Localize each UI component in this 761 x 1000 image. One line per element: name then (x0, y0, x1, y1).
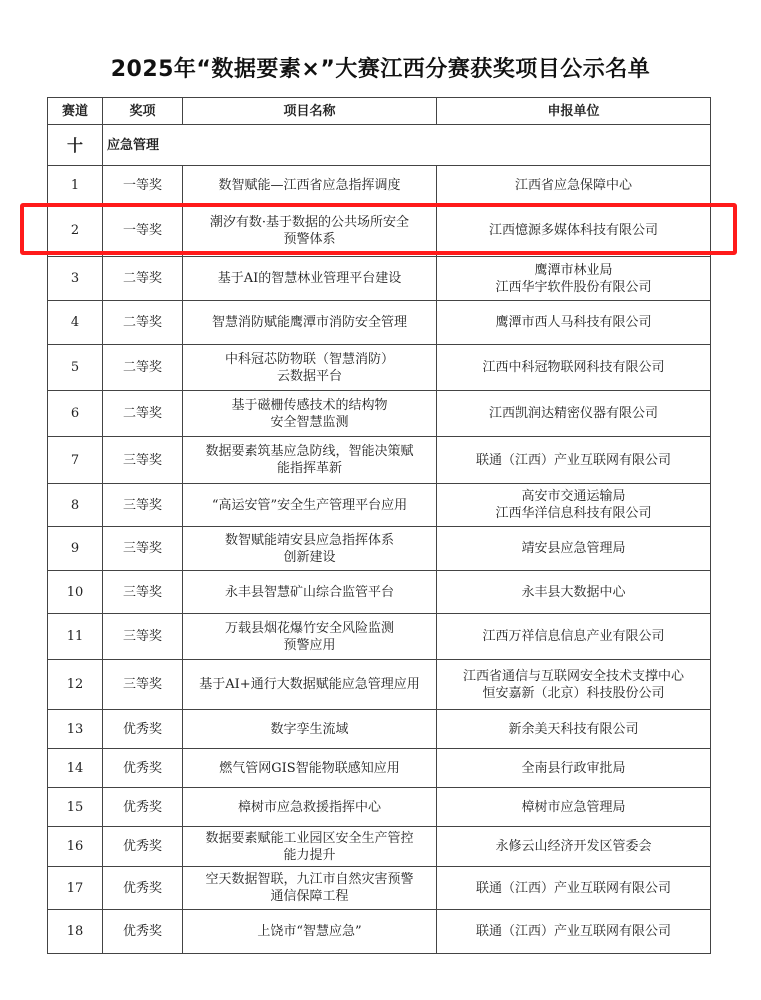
table-row (48, 710, 711, 749)
project-cell-line: 中科冠芯防物联（智慧消防） (224, 351, 394, 367)
unit-cell-line: 江西华宇软件股份有限公司 (495, 279, 652, 295)
project-cell-line: 预警体系 (283, 231, 336, 247)
unit-cell (437, 660, 711, 710)
section-row (48, 125, 711, 166)
page-title: 2025年“数据要素×”大赛江西分赛获奖项目公示名单 (110, 57, 651, 82)
project-cell-line: “高运安管”安全生产管理平台应用 (211, 497, 408, 513)
header-project: 项目名称 (183, 98, 437, 125)
unit-cell (437, 391, 711, 437)
row-number: 1 (48, 166, 103, 205)
project-cell-line: 数据要素赋能工业园区安全生产管控 (205, 830, 414, 846)
unit-cell (437, 710, 711, 749)
unit-cell (437, 345, 711, 391)
unit-cell (437, 205, 711, 257)
row-number: 12 (48, 660, 103, 710)
header-track: 赛道 (48, 98, 103, 125)
row-number: 9 (48, 527, 103, 571)
award-cell: 优秀奖 (103, 749, 183, 788)
unit-cell-line: 高安市交通运输局 (521, 489, 626, 504)
project-cell (183, 749, 437, 788)
table-row (48, 437, 711, 484)
unit-cell-line: 恒安嘉新（北京）科技股份公司 (482, 685, 665, 701)
award-cell: 优秀奖 (103, 710, 183, 749)
header-row (48, 98, 711, 125)
project-cell (183, 205, 437, 257)
row-number: 17 (48, 867, 103, 910)
project-cell-line: 万载县烟花爆竹安全风险监测 (224, 620, 394, 636)
unit-cell-line: 江西省应急保障中心 (514, 177, 632, 193)
unit-cell (437, 301, 711, 345)
table-row (48, 614, 711, 660)
unit-cell (437, 484, 711, 527)
row-number: 11 (48, 614, 103, 660)
project-cell-line: 基于磁栅传感技术的结构物 (231, 397, 388, 413)
unit-cell-line: 江西万祥信息信息产业有限公司 (482, 629, 665, 644)
row-number: 15 (48, 788, 103, 827)
table-row (48, 788, 711, 827)
table-row (48, 391, 711, 437)
project-cell (183, 827, 437, 867)
table-row (48, 257, 711, 301)
row-number: 7 (48, 437, 103, 484)
project-cell-line: 樟树市应急救援指挥中心 (237, 799, 381, 815)
award-cell: 三等奖 (103, 527, 183, 571)
project-cell-line: 数智赋能靖安县应急指挥体系 (224, 532, 394, 548)
project-cell-line: 潮汐有数·基于数据的公共场所安全 (209, 214, 410, 230)
row-number: 4 (48, 301, 103, 345)
row-number: 14 (48, 749, 103, 788)
award-table (47, 97, 711, 954)
project-cell-line: 数智赋能—江西省应急指挥调度 (218, 177, 401, 193)
project-cell (183, 867, 437, 910)
unit-cell-line: 江西憶源多媒体科技有限公司 (488, 223, 658, 238)
project-cell-line: 能指挥革新 (276, 461, 342, 476)
row-number: 8 (48, 484, 103, 527)
project-cell-line: 数据要素筑基应急防线，智能决策赋 (205, 444, 414, 459)
row-number: 18 (48, 910, 103, 954)
unit-cell (437, 614, 711, 660)
award-cell: 二等奖 (103, 257, 183, 301)
table-row (48, 749, 711, 788)
unit-cell-line: 新余美天科技有限公司 (508, 721, 639, 737)
row-number: 13 (48, 710, 103, 749)
project-cell (183, 614, 437, 660)
header-unit: 申报单位 (437, 98, 711, 125)
project-cell-line: 上饶市“智慧应急” (257, 924, 362, 939)
table-row (48, 484, 711, 527)
project-cell (183, 571, 437, 614)
unit-cell-line: 鹰潭市西人马科技有限公司 (495, 315, 652, 330)
project-cell (183, 301, 437, 345)
award-cell: 一等奖 (103, 205, 183, 257)
project-cell-line: 基于AI+通行大数据赋能应急管理应用 (199, 677, 420, 692)
project-cell-line: 通信保障工程 (270, 889, 349, 904)
award-cell: 优秀奖 (103, 788, 183, 827)
unit-cell (437, 527, 711, 571)
award-cell: 三等奖 (103, 614, 183, 660)
unit-cell-line: 联通（江西）产业互联网有限公司 (475, 452, 671, 468)
unit-cell (437, 867, 711, 910)
project-cell-line: 安全智慧监测 (270, 414, 349, 430)
unit-cell (437, 788, 711, 827)
table-row (48, 571, 711, 614)
project-cell (183, 166, 437, 205)
project-cell-line: 燃气管网GIS智能物联感知应用 (219, 760, 400, 776)
unit-cell (437, 571, 711, 614)
table-row (48, 660, 711, 710)
unit-cell-line: 江西省通信与互联网安全技术支撑中心 (462, 668, 684, 684)
unit-cell-line: 鹰潭市林业局 (534, 262, 613, 278)
project-cell-line: 云数据平台 (276, 368, 342, 384)
table-row (48, 827, 711, 867)
row-number: 3 (48, 257, 103, 301)
project-cell-line: 预警应用 (283, 637, 336, 653)
project-cell (183, 788, 437, 827)
unit-cell (437, 437, 711, 484)
unit-cell-line: 江西凯润达精密仪器有限公司 (488, 406, 658, 421)
unit-cell-line: 江西华洋信息科技有限公司 (495, 506, 652, 521)
unit-cell-line: 永丰县大数据中心 (521, 584, 626, 600)
table-row (48, 205, 711, 257)
project-cell-line: 智慧消防赋能鹰潭市消防安全管理 (211, 315, 407, 330)
unit-cell (437, 166, 711, 205)
unit-cell (437, 827, 711, 867)
project-cell (183, 660, 437, 710)
project-cell (183, 527, 437, 571)
award-cell: 三等奖 (103, 484, 183, 527)
table-row (48, 867, 711, 910)
project-cell (183, 257, 437, 301)
project-cell-line: 基于AI的智慧林业管理平台建设 (217, 271, 402, 286)
award-cell: 一等奖 (103, 166, 183, 205)
table-row (48, 910, 711, 954)
project-cell-line: 空天数据智联，九江市自然灾害预警 (205, 872, 414, 887)
unit-cell-line: 联通（江西）产业互联网有限公司 (475, 880, 671, 896)
row-number: 16 (48, 827, 103, 867)
project-cell (183, 391, 437, 437)
project-cell-line: 永丰县智慧矿山综合监管平台 (224, 584, 394, 600)
row-number: 2 (48, 205, 103, 257)
table-row (48, 301, 711, 345)
award-cell: 三等奖 (103, 660, 183, 710)
section-name: 应急管理 (103, 125, 711, 166)
table-row (48, 527, 711, 571)
unit-cell-line: 全南县行政审批局 (521, 760, 626, 776)
unit-cell-line: 江西中科冠物联网科技有限公司 (482, 360, 665, 375)
section-mark: 十 (48, 125, 103, 166)
award-cell: 三等奖 (103, 437, 183, 484)
award-cell: 优秀奖 (103, 910, 183, 954)
project-cell (183, 910, 437, 954)
header-award: 奖项 (103, 98, 183, 125)
award-cell: 三等奖 (103, 571, 183, 614)
project-cell-line: 创新建设 (283, 549, 336, 565)
award-cell: 优秀奖 (103, 867, 183, 910)
unit-cell (437, 910, 711, 954)
unit-cell (437, 257, 711, 301)
project-cell (183, 345, 437, 391)
table-row (48, 345, 711, 391)
project-cell (183, 437, 437, 484)
project-cell-line: 数字孪生流域 (270, 721, 349, 737)
unit-cell-line: 樟树市应急管理局 (521, 799, 626, 815)
row-number: 5 (48, 345, 103, 391)
unit-cell-line: 靖安县应急管理局 (521, 541, 626, 556)
award-cell: 二等奖 (103, 301, 183, 345)
unit-cell-line: 联通（江西）产业互联网有限公司 (475, 924, 671, 939)
table-row (48, 166, 711, 205)
award-cell: 二等奖 (103, 345, 183, 391)
row-number: 6 (48, 391, 103, 437)
award-cell: 优秀奖 (103, 827, 183, 867)
project-cell (183, 710, 437, 749)
unit-cell (437, 749, 711, 788)
project-cell-line: 能力提升 (283, 847, 336, 863)
project-cell (183, 484, 437, 527)
award-cell: 二等奖 (103, 391, 183, 437)
unit-cell-line: 永修云山经济开发区管委会 (495, 839, 652, 854)
row-number: 10 (48, 571, 103, 614)
